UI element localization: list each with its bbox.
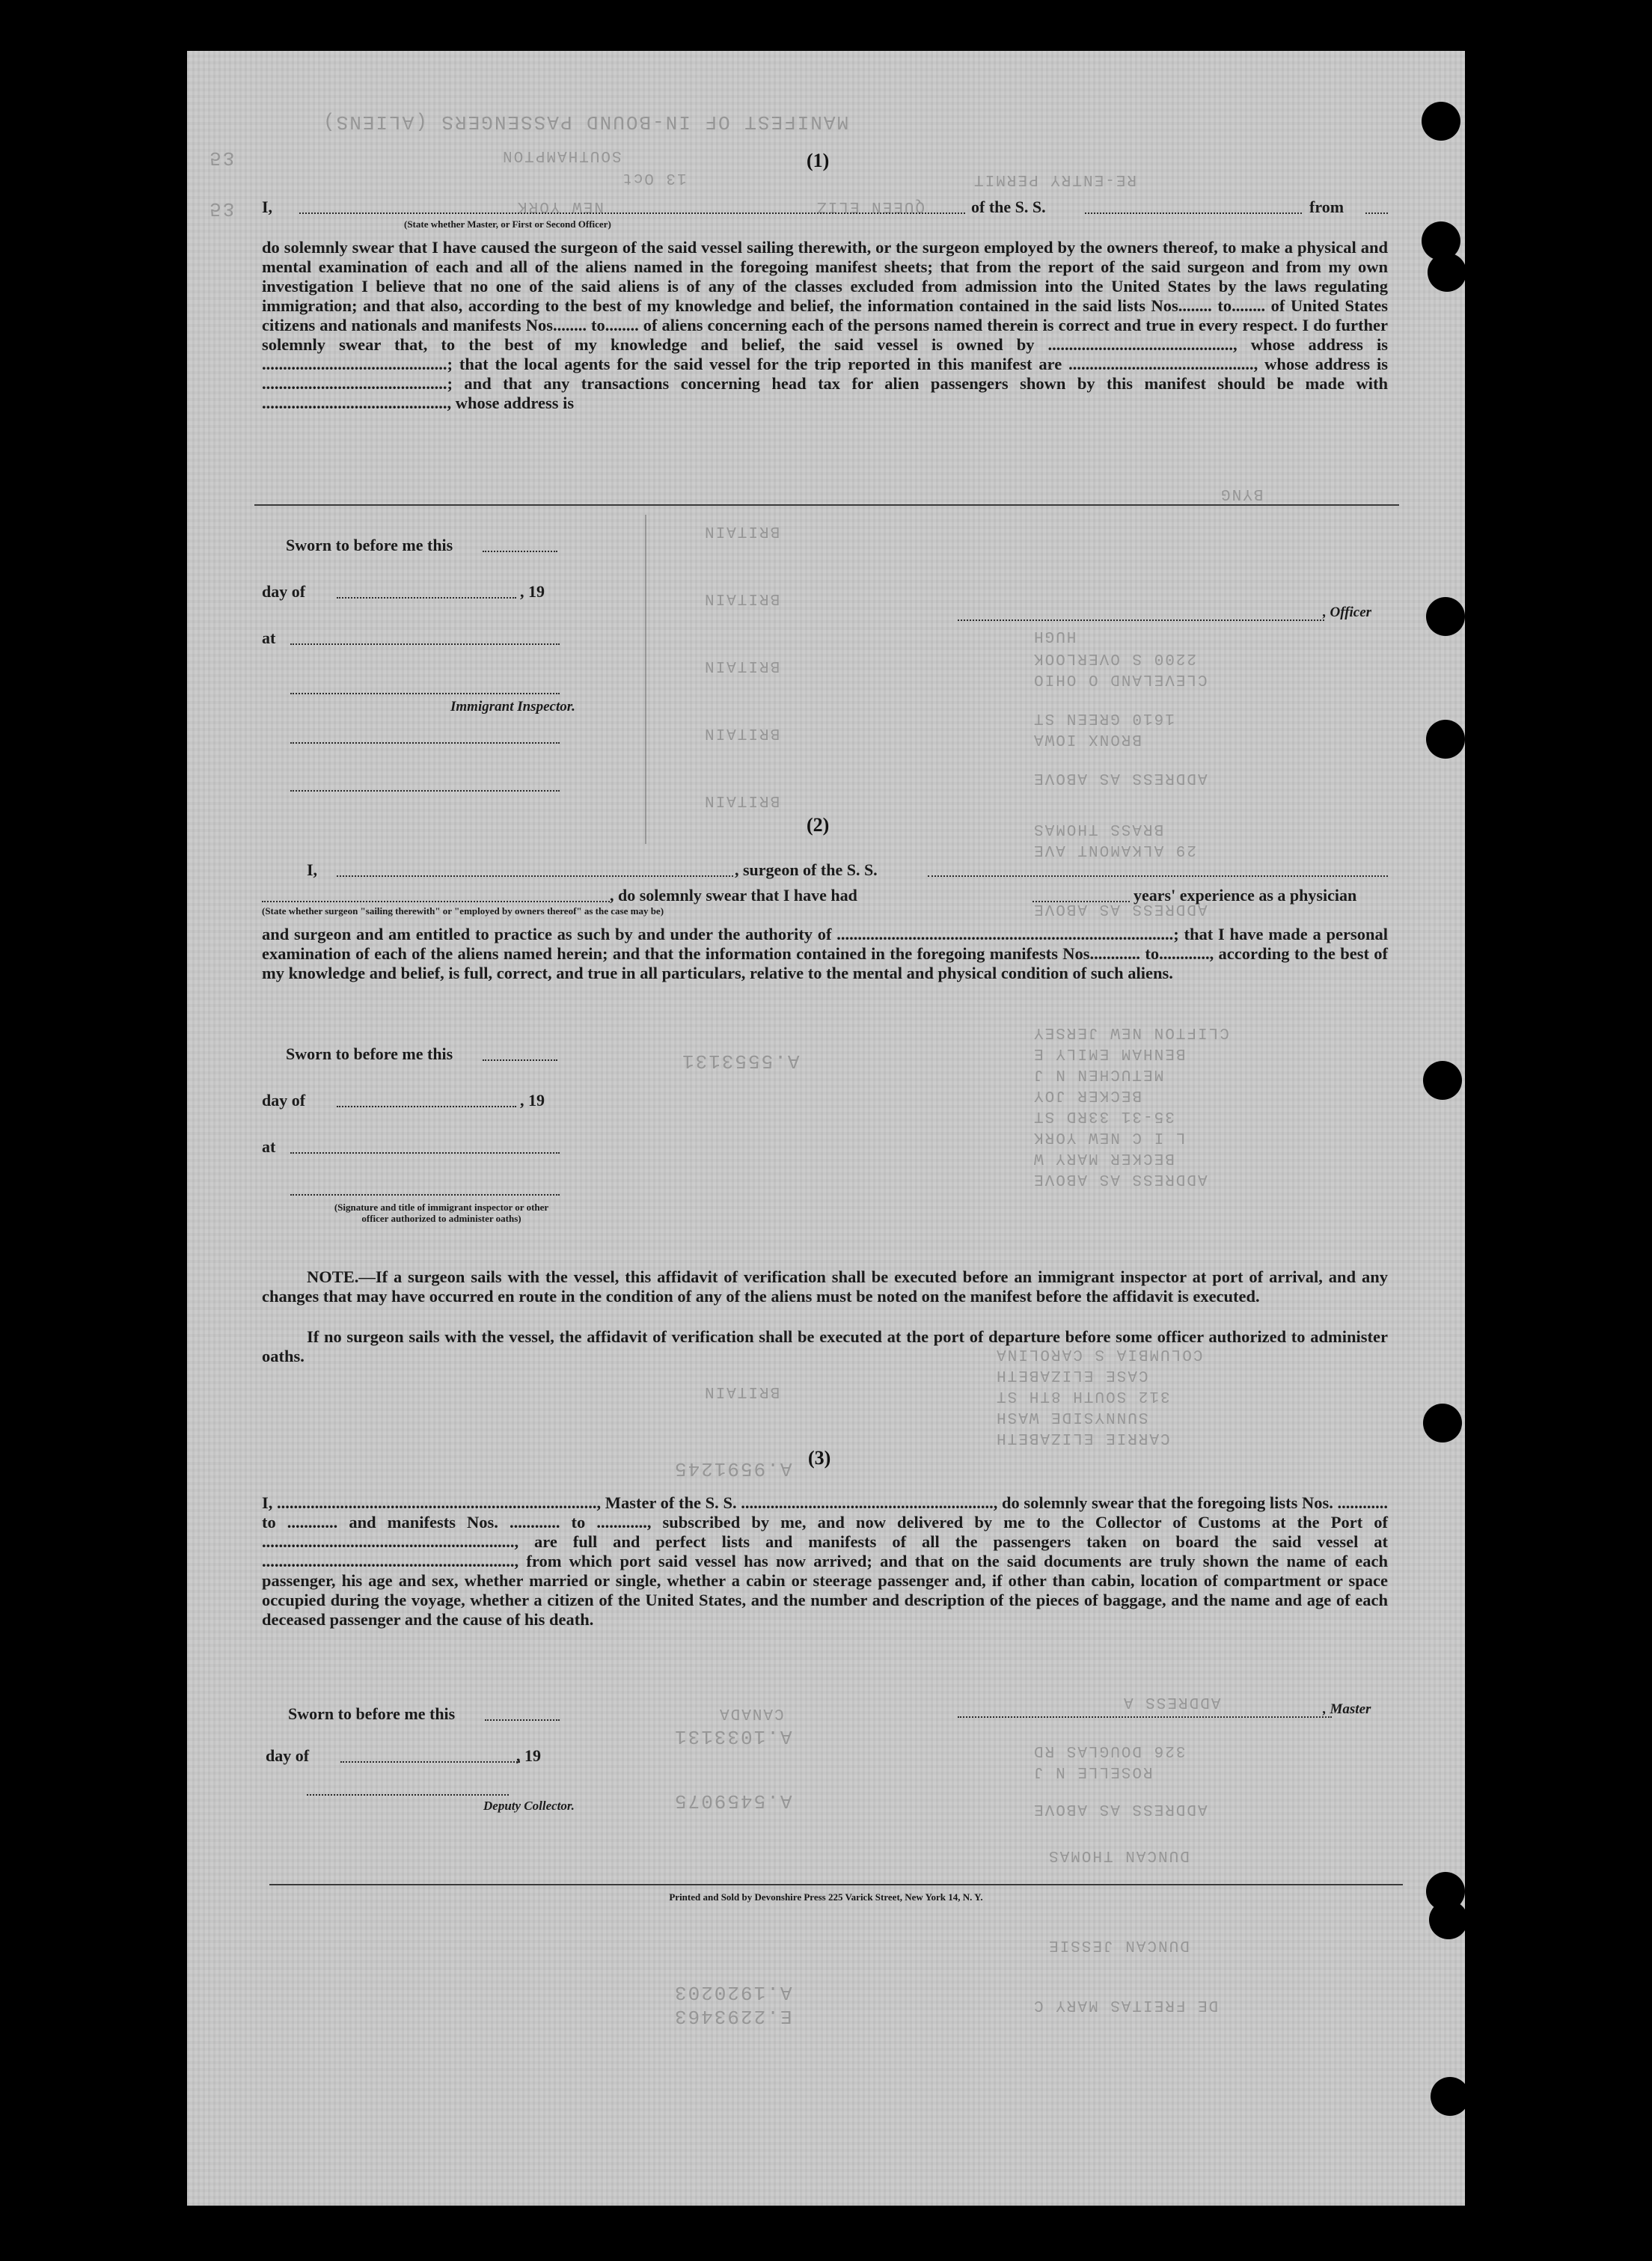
bleed-country-4: BRITAIN — [703, 724, 780, 741]
section-2-number: (2) — [807, 814, 830, 836]
bleed-row-5: 1610 GREEN ST — [1032, 709, 1175, 726]
section-2-swear: , do solemnly swear that I have had — [610, 886, 857, 905]
binder-hole-7 — [1423, 1404, 1462, 1442]
bleed-ship: QUEEN ELIZ — [816, 198, 926, 215]
manifest-sheet — [187, 51, 1465, 2206]
section-2-at: at — [262, 1137, 276, 1156]
bleed-row-25: CANADA — [718, 1704, 784, 1722]
section-2-ship-blank — [928, 875, 1388, 877]
section-1-at: at — [262, 628, 276, 647]
bleed-row-18: ADDRESS AS ABOVE — [1032, 1170, 1208, 1187]
bleed-row-8: BRASS THOMAS — [1032, 820, 1164, 837]
bleed-city: NEW YORK — [516, 198, 604, 215]
bleed-row-17: BECKER MARY W — [1032, 1149, 1175, 1166]
section-1-rule — [254, 504, 1399, 506]
note-paragraph-1: NOTE.—If a surgeon sails with the vessel, this affidavit of verification shall be executed before an immigrant inspector at port of arrival, and any changes that may have occurred en route in the condition of any of the aliens must be noted on the manifest before the affidavit is executed. — [262, 1267, 1388, 1306]
bleed-country-6: BRITAIN — [703, 1383, 780, 1400]
bleed-row-9: 29 ALKAMONT AVE — [1032, 841, 1197, 858]
bleed-row-19: COLUMBIA S CAROLINA — [995, 1345, 1203, 1362]
section-1-number: (1) — [807, 150, 830, 171]
section-2-signature-note: (Signature and title of immigrant inspector or other officer authorized to administer oaths) — [334, 1202, 549, 1224]
footer-rule — [269, 1884, 1403, 1885]
bleed-num-2: 53 — [209, 198, 236, 220]
section-3-collector-label: Deputy Collector. — [483, 1799, 575, 1813]
bleed-country-2: BRITAIN — [703, 590, 780, 607]
bleed-alien-4: A.5459075 — [673, 1790, 792, 1812]
section-1-extra-blank-2 — [290, 790, 560, 792]
section-1-i: I, — [262, 198, 273, 216]
section-1-divider — [645, 515, 646, 844]
bleed-country-1: BRITAIN — [703, 522, 780, 539]
bleed-row-14: BECKER JOY — [1032, 1086, 1142, 1104]
bleed-country-5: BRITAIN — [703, 792, 780, 809]
section-2-surgeon-of: , surgeon of the S. S. — [735, 860, 878, 879]
section-2-line2-blank — [262, 901, 610, 902]
section-1-officer-sig-blank — [958, 619, 1324, 621]
bleed-row-22: SUNNYSIDE WASH — [995, 1408, 1148, 1425]
bleed-row-11: CLIFTON NEW JERSEY — [1032, 1024, 1229, 1041]
section-3-day-blank — [340, 1761, 520, 1763]
bleed-row-30: DUNCAN JESSIE — [1047, 1936, 1190, 1953]
bleed-alien-6: E.2293463 — [673, 2005, 792, 2028]
bleed-row-23: CARRIE ELIZABETH — [995, 1429, 1170, 1446]
section-3-paragraph: I, ............................................................................, Master of the S. S. ............................................................, do solemnly swear that the foregoing lists Nos. ............ to ............ and manifests Nos. ............ to ............, subscribed by me, and now delivered by me to the Collector of Customs at the Port of ............................................................, are full and perfect lists and manifests of all the passengers taken on board the said vessel at ............................................................, from which port said vessel has now arrived; and that on the said documents are truly shown the name of each passenger, his age and sex, whether married or single, whether a cabin or steerage passenger and, if other than cabin, location of compartment or space occupied during the voyage, whether a citizen of the United States, and the number and description of the pieces of baggage, and the name and age of each deceased passenger and the cause of his death. — [262, 1493, 1388, 1629]
bleed-row-6: BRONX IOWA — [1032, 730, 1142, 747]
binder-hole-4 — [1426, 597, 1465, 636]
bleed-row-13: METUCHEN N J — [1032, 1065, 1164, 1083]
bleed-alien-3: A.1033131 — [673, 1725, 792, 1748]
bleed-row-24: ADDRESS A — [1122, 1693, 1221, 1710]
section-1-inspector-blank — [290, 693, 560, 694]
bleed-row-4: CLEVELAND O OHIO — [1032, 670, 1208, 688]
bleed-alien-5: A.1920203 — [673, 1981, 792, 2004]
section-1-ship-blank — [1085, 212, 1302, 214]
section-1-officer-blank — [299, 212, 965, 214]
section-2-years: years' experience as a physician — [1134, 886, 1357, 905]
section-3-sworn: Sworn to before me this — [288, 1704, 456, 1723]
note-paragraph-2: If no surgeon sails with the vessel, the affidavit of verification shall be executed at the port of departure before some officer authorized to administer oaths. — [262, 1327, 1388, 1365]
bleed-row-29: DUNCAN THOMAS — [1047, 1847, 1190, 1864]
section-2-name-blank — [337, 875, 733, 877]
section-3-year: , 19 — [516, 1746, 541, 1765]
bleed-row-16: L I C NEW YORK — [1032, 1128, 1186, 1145]
bleed-row-10: ADDRESS AS ABOVE — [1032, 900, 1208, 917]
binder-hole-3 — [1428, 253, 1466, 292]
section-2-signature-blank — [290, 1194, 560, 1196]
printer-imprint: Printed and Sold by Devonshire Press 225 Varick Street, New York 14, N. Y. — [669, 1891, 983, 1903]
bleed-row-20: CASE ELIZABETH — [995, 1366, 1148, 1383]
section-1-day-of: day of — [262, 582, 306, 601]
bleed-row-7: ADDRESS AS ABOVE — [1032, 769, 1208, 786]
section-1-of-ss: of the S. S. — [971, 198, 1046, 216]
bleed-row-15: 35-31 33RD ST — [1032, 1107, 1175, 1125]
section-2-year: , 19 — [520, 1091, 545, 1110]
section-1-extra-blank-1 — [290, 742, 560, 744]
section-1-sworn-blank — [483, 551, 557, 552]
section-1-officer-note: (State whether Master, or First or Second Officer) — [404, 218, 611, 230]
bleed-alien-2: A.9591245 — [673, 1457, 792, 1480]
section-2-years-blank — [1032, 901, 1130, 902]
section-1-day-blank — [337, 597, 516, 599]
bleed-row-12: BENHAM EMILY E — [1032, 1044, 1186, 1062]
section-1-paragraph: do solemnly swear that I have caused the surgeon of the said vessel sailing therewith, or the surgeon employed by the owners thereof, to make a physical and mental examination of each and all of the aliens named in the foregoing manifest sheets; that from the report of the said surgeon and from my own investigation I believe that no one of the said aliens is of any of the classes excluded from admission into the United States by the laws regulating immigration; and that also, according to the best of my knowledge and belief, the information contained in the said lists Nos........ to........ of United States citizens and nationals and manifests Nos........ to........ of aliens concerning each of the persons named therein is correct and true in every respect. I do further solemnly swear that, to the best of my knowledge and belief, the said vessel is owned by ............................................, whose address is ............................................; that the local agents for the said vessel for the trip reported in this manifest are ............................................, whose address is ............................................; and that any transactions concerning head tax for alien passengers shown by this manifest should be made with ............................................, whose address is — [262, 238, 1388, 412]
section-3-day-of: day of — [266, 1746, 310, 1765]
section-2-sworn: Sworn to before me this — [286, 1044, 453, 1063]
bleed-row-3: 2200 S OVERLOOK — [1032, 649, 1197, 667]
section-2-surgeon-note: (State whether surgeon "sailing therewith" or "employed by owners thereof" as the case may be) — [262, 905, 664, 917]
section-2-paragraph: and surgeon and am entitled to practice as such by and under the authority of ................................................................................; that I have made a personal examination of each of the aliens named herein; and that the information contained in the foregoing manifests Nos............ to............, according to the best of my knowledge and belief, is full, correct, and true in all particulars, relative to the mental and physical condition of such aliens. — [262, 925, 1388, 982]
section-1-from: from — [1309, 198, 1344, 216]
section-3-master-blank — [958, 1716, 1332, 1718]
section-2-i: I, — [307, 860, 318, 879]
bleed-alien-1: A.5553131 — [681, 1050, 800, 1072]
section-1-sworn: Sworn to before me this — [286, 536, 453, 554]
bleed-row-27: ROSELLE N J — [1032, 1763, 1153, 1780]
section-2-day-of: day of — [262, 1091, 306, 1110]
bleed-row-26: 326 DOUGLAS RD — [1032, 1742, 1186, 1759]
bleed-row-21: 312 SOUTH 8TH ST — [995, 1387, 1170, 1404]
section-1-from-blank — [1365, 212, 1388, 214]
bleed-country-3: BRITAIN — [703, 657, 780, 674]
bleed-row-2: HUGH — [1032, 627, 1077, 644]
bleed-permit: RE-ENTRY PERMIT — [973, 171, 1137, 188]
bleed-title: MANIFEST OF IN-BOUND PASSENGERS (ALIENS) — [322, 111, 849, 133]
section-3-master-label: , Master — [1323, 1701, 1371, 1717]
section-1-at-blank — [290, 643, 560, 645]
binder-hole-1 — [1422, 102, 1460, 141]
section-2-day-blank — [337, 1106, 516, 1107]
section-1-officer-label: , Officer — [1323, 605, 1372, 620]
section-2-sworn-blank — [483, 1059, 557, 1061]
binder-hole-6 — [1423, 1061, 1462, 1100]
section-3-sworn-blank — [485, 1719, 560, 1721]
binder-hole-9 — [1429, 1900, 1468, 1939]
bleed-row-31: DE FREITAS MARY C — [1032, 1996, 1219, 2013]
bleed-row-1: BYNG — [1220, 485, 1264, 502]
section-1-inspector-label: Immigrant Inspector. — [450, 699, 575, 715]
bleed-num-1: 53 — [209, 147, 236, 169]
bleed-row-28: ADDRESS AS ABOVE — [1032, 1800, 1208, 1817]
binder-hole-5 — [1426, 720, 1465, 759]
binder-hole-10 — [1431, 2077, 1469, 2116]
section-2-at-blank — [290, 1152, 560, 1154]
bleed-date: 13 Oct — [621, 169, 687, 186]
section-3-collector-blank — [307, 1794, 509, 1796]
section-3-number: (3) — [808, 1447, 831, 1469]
bleed-port: SOUTHAMPTON — [501, 147, 622, 164]
section-1-year: , 19 — [520, 582, 545, 601]
